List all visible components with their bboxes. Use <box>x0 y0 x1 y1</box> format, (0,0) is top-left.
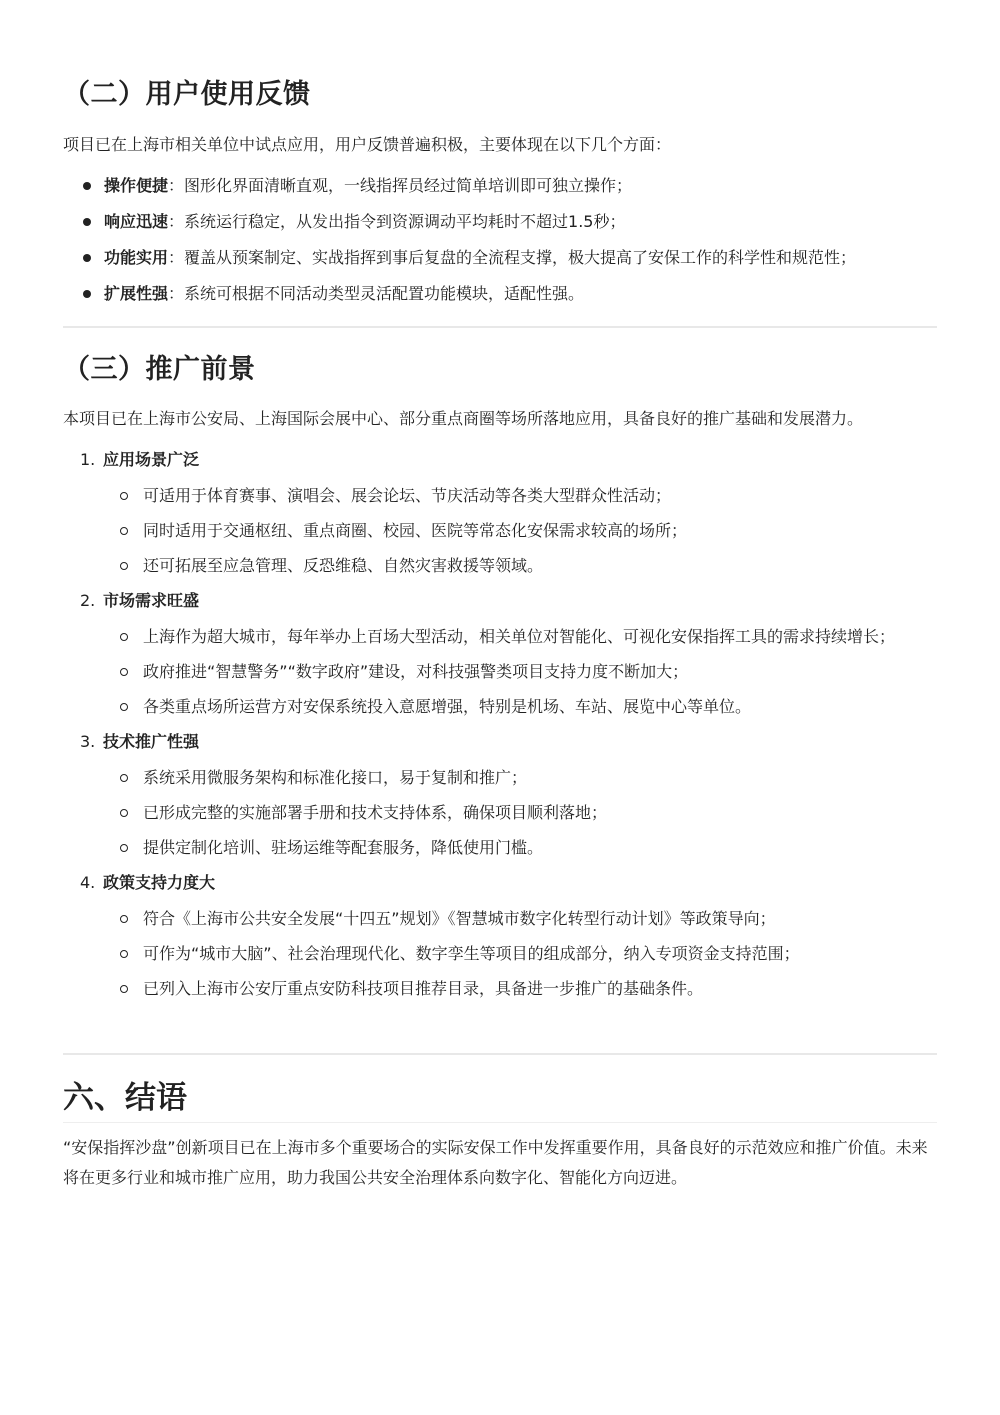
sub-list-item <box>103 795 937 830</box>
circle-bullet-icon <box>120 668 128 676</box>
sub-item-text: 上海作为超大城市，每年举办上百场大型活动，相关单位对智能化、可视化安保指挥工具的需求持续增长； <box>143 627 896 646</box>
circle-bullet-icon <box>120 844 128 852</box>
circle-bullet-icon <box>120 527 128 535</box>
item-text: 覆盖从预案制定、实战指挥到事后复盘的全流程支撑，极大提高了安保工作的科学性和规范性； <box>184 248 857 267</box>
feedback-list <box>63 168 937 312</box>
sub-list-item <box>103 936 937 971</box>
item-title: 政策支持力度大 <box>103 873 216 892</box>
prospects-list <box>63 442 937 1006</box>
conclusion-text: “安保指挥沙盘”创新项目已在上海市多个重要场合的实际安保工作中发挥重要作用，具备良好的示范效应和推广价值。未来将在更多行业和城市推广应用，助力我国公共安全治理体系向数字化、智能化方向迈进。 <box>63 1138 928 1187</box>
sub-list-item <box>103 830 937 865</box>
item-title: 应用场景广泛 <box>103 450 200 469</box>
sub-item-text: 系统采用微服务架构和标准化接口，易于复制和推广； <box>143 768 528 787</box>
item-sep: ： <box>168 212 185 231</box>
item-title: 技术推广性强 <box>103 732 200 751</box>
sub-item-text: 可适用于体育赛事、演唱会、展会论坛、节庆活动等各类大型群众性活动； <box>143 486 672 505</box>
prospects-intro: 本项目已在上海市公安局、上海国际会展中心、部分重点商圈等场所落地应用，具备良好的推广基础和发展潜力。 <box>63 409 864 428</box>
item-label: 扩展性强 <box>104 284 169 303</box>
item-title: 市场需求旺盛 <box>103 591 200 610</box>
item-sep: ： <box>168 284 185 303</box>
circle-bullet-icon <box>120 633 128 641</box>
circle-bullet-icon <box>120 562 128 570</box>
sub-list <box>103 760 937 865</box>
sub-list-item <box>103 760 937 795</box>
bullet-icon <box>83 254 91 262</box>
sub-item-text: 还可拓展至应急管理、反恐维稳、自然灾害救援等领域。 <box>143 556 544 575</box>
list-item <box>63 240 937 276</box>
item-number: 2. <box>80 591 96 610</box>
sub-item-text: 同时适用于交通枢纽、重点商圈、校园、医院等常态化安保需求较高的场所； <box>143 521 688 540</box>
circle-bullet-icon <box>120 985 128 993</box>
feedback-intro: 项目已在上海市相关单位中试点应用，用户反馈普遍积极，主要体现在以下几个方面： <box>63 135 672 154</box>
circle-bullet-icon <box>120 809 128 817</box>
sub-list-item <box>103 513 937 548</box>
bullet-icon <box>83 218 91 226</box>
sub-list-item <box>103 971 937 1006</box>
list-item <box>63 204 937 240</box>
sub-item-text: 可作为“城市大脑”、社会治理现代化、数字孪生等项目的组成部分，纳入专项资金支持范围； <box>143 944 800 963</box>
item-text: 系统可根据不同活动类型灵活配置功能模块，适配性强。 <box>184 284 585 303</box>
circle-bullet-icon <box>120 915 128 923</box>
sub-list-item <box>103 689 937 724</box>
list-item <box>63 583 937 724</box>
section-divider <box>63 326 937 328</box>
list-item <box>63 168 937 204</box>
item-text: 系统运行稳定，从发出指令到资源调动平均耗时不超过1.5秒； <box>184 212 626 231</box>
sub-list-item <box>103 654 937 689</box>
item-number: 4. <box>80 873 96 892</box>
sub-item-text: 已形成完整的实施部署手册和技术支持体系，确保项目顺利落地； <box>143 803 608 822</box>
sub-item-text: 符合《上海市公共安全发展“十四五”规划》《智慧城市数字化转型行动计划》等政策导向； <box>143 909 776 928</box>
sub-item-text: 提供定制化培训、驻场运维等配套服务，降低使用门槛。 <box>143 838 544 857</box>
item-text: 图形化界面清晰直观，一线指挥员经过简单培训即可独立操作； <box>184 176 633 195</box>
item-label: 响应迅速 <box>104 212 169 231</box>
prospects-heading: （三）推广前景 <box>63 354 256 385</box>
sub-list-item <box>103 619 937 654</box>
item-label: 功能实用 <box>104 248 169 267</box>
item-label: 操作便捷 <box>104 176 169 195</box>
sub-list-item <box>103 901 937 936</box>
item-number: 1. <box>80 450 96 469</box>
sub-list <box>103 619 937 724</box>
item-sep: ： <box>168 176 185 195</box>
sub-list-item <box>103 548 937 583</box>
sub-list <box>103 901 937 1006</box>
list-item <box>63 442 937 583</box>
bullet-icon <box>83 182 91 190</box>
sub-list <box>103 478 937 583</box>
sub-item-text: 已列入上海市公安厅重点安防科技项目推荐目录，具备进一步推广的基础条件。 <box>143 979 704 998</box>
list-item <box>63 865 937 1006</box>
item-number: 3. <box>80 732 96 751</box>
list-item <box>63 276 937 312</box>
circle-bullet-icon <box>120 774 128 782</box>
sub-item-text: 各类重点场所运营方对安保系统投入意愿增强，特别是机场、车站、展览中心等单位。 <box>143 697 752 716</box>
conclusion-heading: 六、结语 <box>63 1076 937 1123</box>
circle-bullet-icon <box>120 950 128 958</box>
sub-list-item <box>103 478 937 513</box>
sub-item-text: 政府推进“智慧警务”“数字政府”建设，对科技强警类项目支持力度不断加大； <box>143 662 689 681</box>
circle-bullet-icon <box>120 703 128 711</box>
item-sep: ： <box>168 248 185 267</box>
feedback-heading: （二）用户使用反馈 <box>63 79 311 110</box>
bullet-icon <box>83 290 91 298</box>
list-item <box>63 724 937 865</box>
section-divider <box>63 1053 937 1055</box>
circle-bullet-icon <box>120 492 128 500</box>
